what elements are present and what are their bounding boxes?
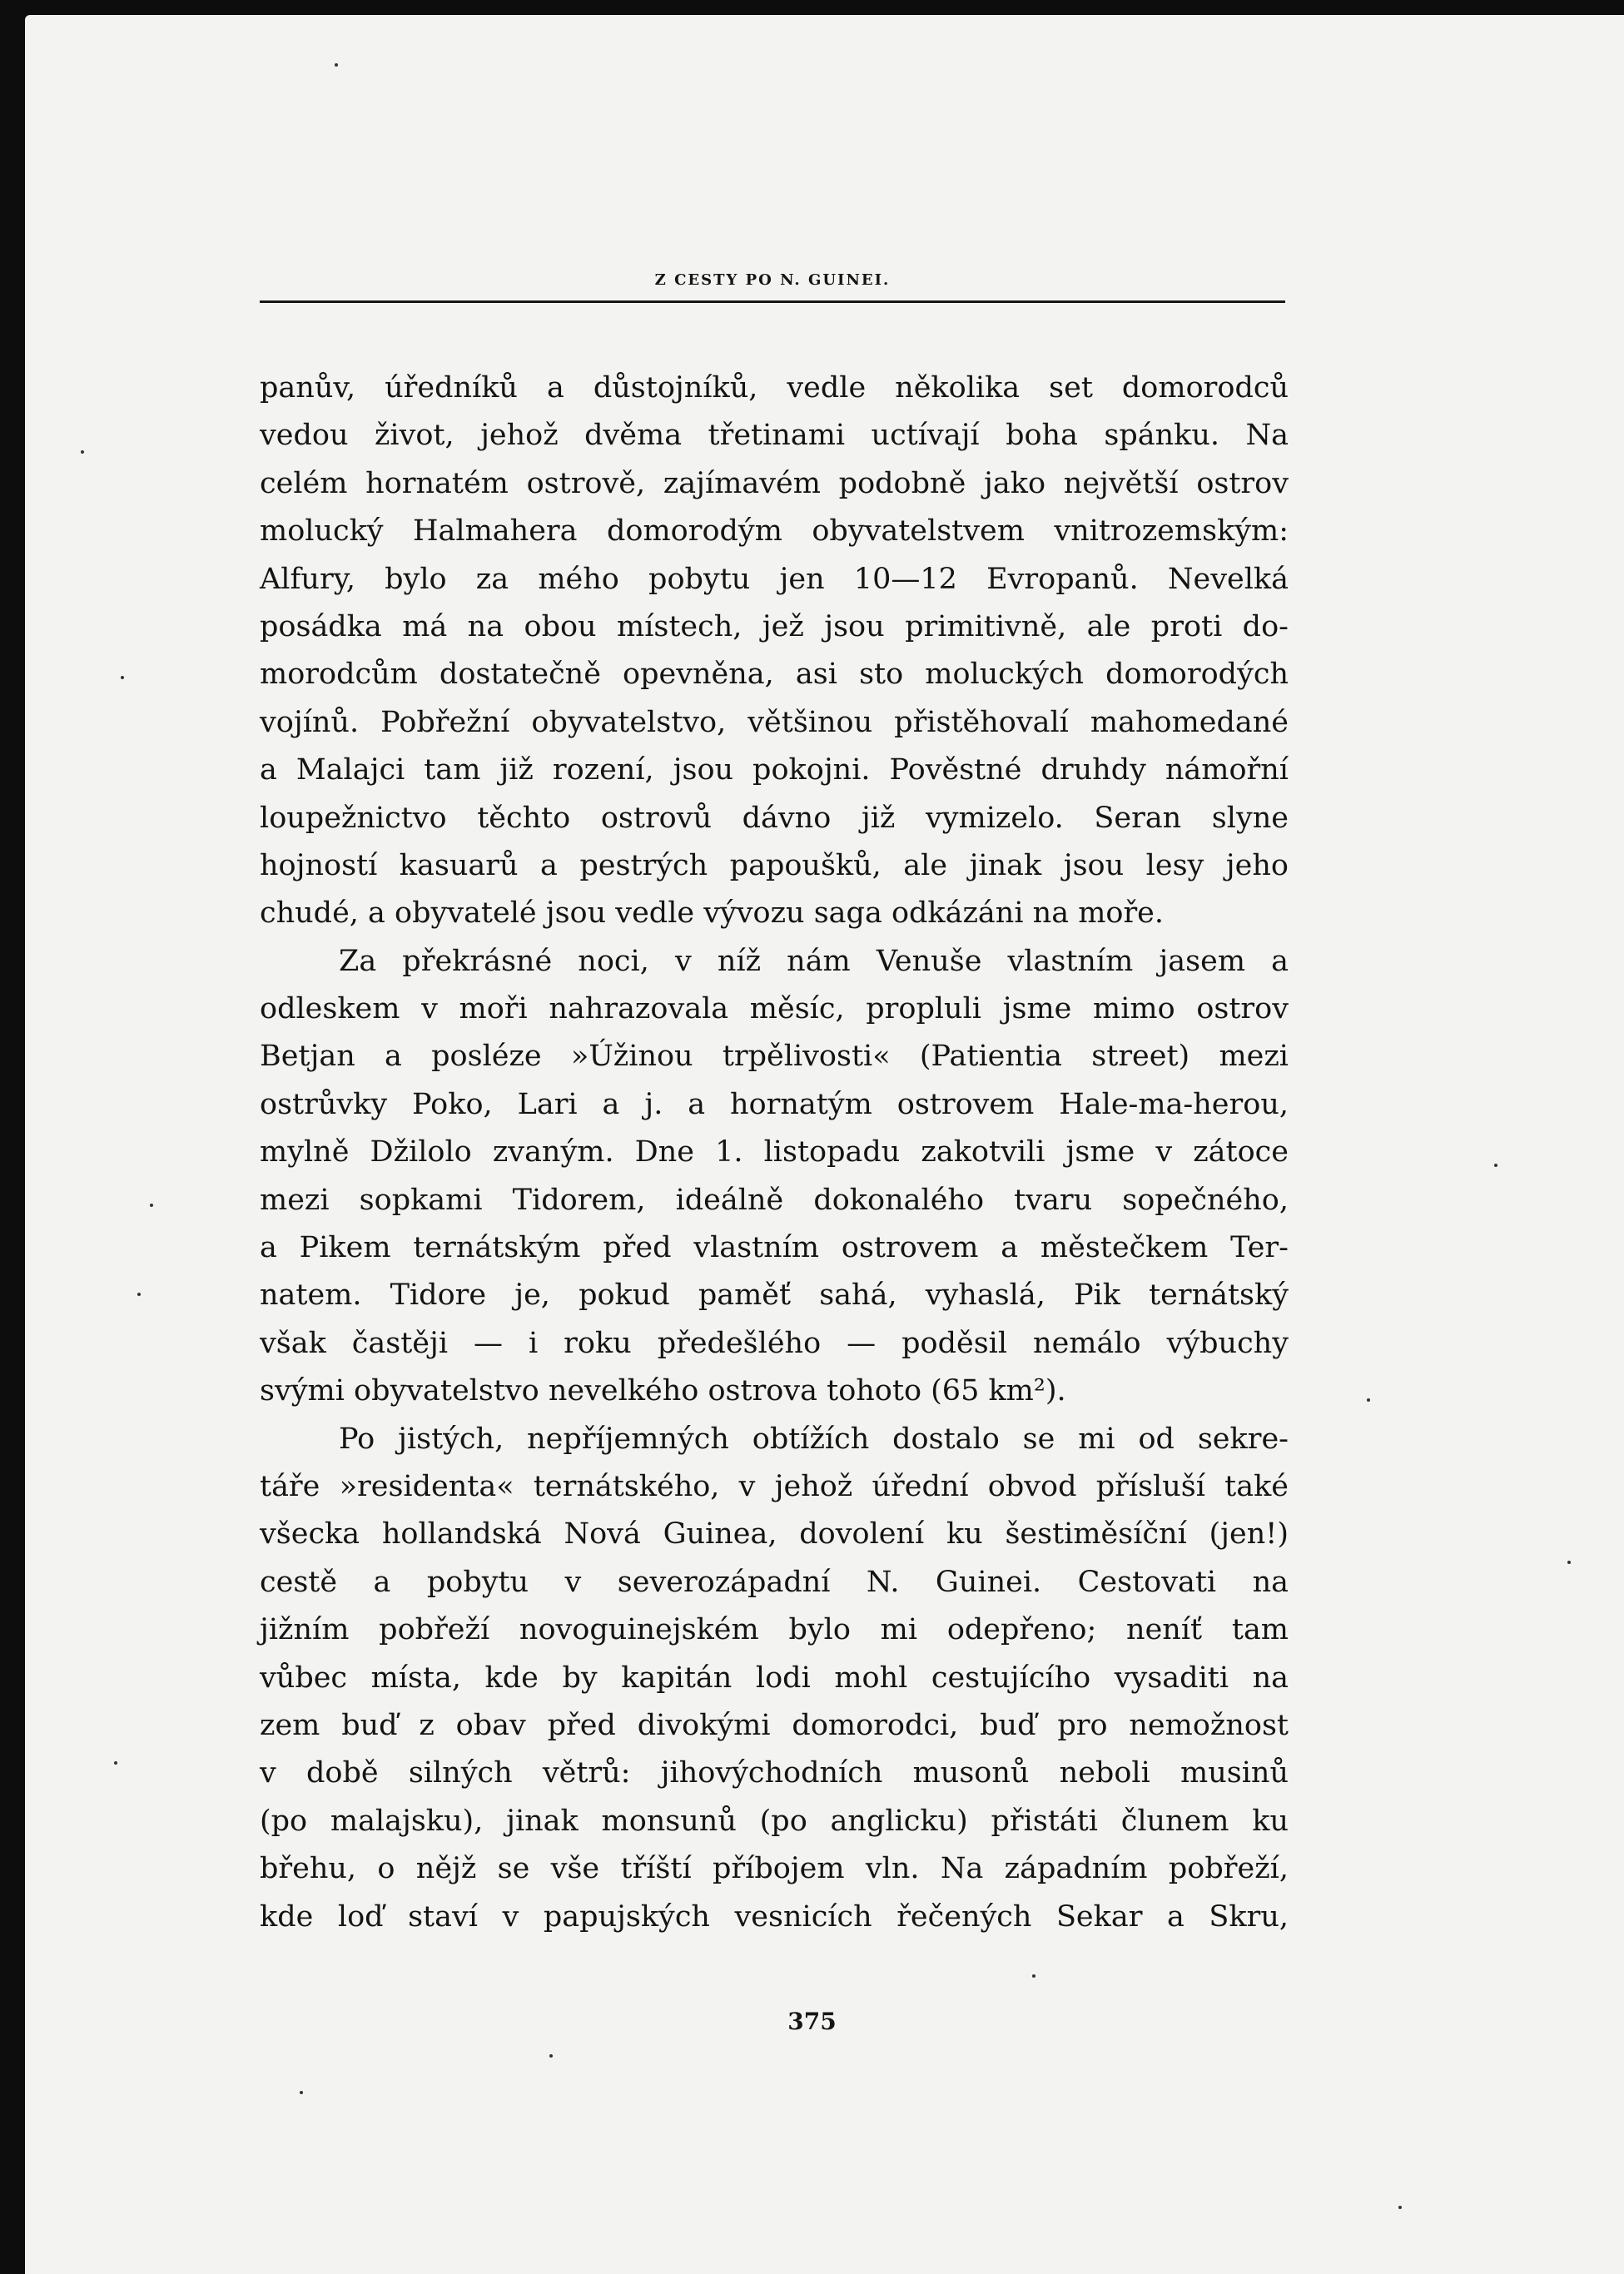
text-line: chudé, a obyvatelé jsou vedle vývozu saga odkázáni na moře.	[260, 896, 1165, 931]
text-line: zem buď z obav před divokými domorodci, buď pro nemožnost	[260, 1708, 1289, 1742]
scan-speck	[1032, 1974, 1035, 1978]
text-line: břehu, o nějž se vše tříští příbojem vln. Na západním pobřeží,	[260, 1852, 1289, 1886]
text-line: ostrůvky Poko, Lari a j. a hornatým ostrovem Hale-ma-herou,	[260, 1087, 1289, 1121]
scan-speck	[150, 1204, 153, 1207]
text-line: odleskem v moři nahrazovala měsíc, propluli jsme mimo ostrov	[260, 992, 1289, 1026]
text-line: Po jistých, nepříjemných obtížích dostalo se mi od sekre-	[339, 1422, 1289, 1456]
scan-speck	[300, 2091, 303, 2094]
text-line: hojností kasuarů a pestrých papoušků, ale jinak jsou lesy jeho	[260, 848, 1289, 882]
scan-speck	[114, 1761, 117, 1765]
text-line: vedou život, jehož dvěma třetinami uctívají boha spánku. Na	[260, 419, 1289, 453]
scan-speck	[549, 2054, 553, 2058]
text-line: a Pikem ternátským před vlastním ostrovem a městečkem Ter-	[260, 1231, 1289, 1265]
text-line: všecka hollandská Nová Guinea, dovolení ku šestiměsíční (jen!)	[260, 1517, 1289, 1552]
scan-speck	[335, 63, 338, 67]
scan-speck	[121, 676, 124, 679]
text-line: molucký Halmahera domorodým obyvatelstvem vnitrozemským:	[260, 514, 1289, 549]
text-line: kde loď staví v papujských vesnicích řečených Sekar a Skru,	[260, 1899, 1289, 1934]
scan-speck	[1567, 1561, 1571, 1564]
text-line: jižním pobřeží novoguinejském bylo mi odepřeno; neníť tam	[260, 1613, 1289, 1647]
text-line: celém hornatém ostrově, zajímavém podobně jako největší ostrov	[260, 466, 1289, 500]
scan-speck	[81, 450, 84, 454]
text-line: svými obyvatelstvo nevelkého ostrova tohoto (65 km²).	[260, 1374, 1066, 1408]
text-line: posádka má na obou místech, jež jsou primitivně, ale proti do-	[260, 609, 1289, 643]
scan-speck	[1367, 1398, 1370, 1402]
scan-speck	[1398, 2206, 1402, 2209]
text-line: panův, úředníků a důstojníků, vedle několika set domorodců	[260, 371, 1289, 405]
scan-speck	[1494, 1164, 1497, 1167]
text-line: a Malajci tam již rození, jsou pokojni. Pověstné druhdy námořní	[260, 753, 1289, 787]
body-text	[260, 365, 1289, 1941]
text-line: (po malajsku), jinak monsunů (po anglicku) přistáti člunem ku	[260, 1804, 1289, 1838]
text-line: loupežnictvo těchto ostrovů dávno již vymizelo. Seran slyne	[260, 801, 1289, 835]
running-header: Z CESTY PO N. GUINEI.	[654, 271, 891, 289]
text-line: Za překrásné noci, v níž nám Venuše vlastním jasem a	[339, 944, 1289, 978]
text-line: mylně Džilolo zvaným. Dne 1. listopadu zakotvili jsme v zátoce	[260, 1135, 1289, 1169]
text-line: vojínů. Pobřežní obyvatelstvo, většinou přistěhovalí mahomedané	[260, 705, 1289, 739]
scan-speck	[137, 1293, 141, 1296]
text-line: mezi sopkami Tidorem, ideálně dokonalého tvaru sopečného,	[260, 1183, 1289, 1217]
text-line: vůbec místa, kde by kapitán lodi mohl cestujícího vysaditi na	[260, 1661, 1289, 1695]
header-rule	[260, 300, 1285, 303]
text-line: morodcům dostatečně opevněna, asi sto moluckých domorodých	[260, 658, 1289, 692]
text-line: však častěji — i roku předešlého — poděsil nemálo výbuchy	[260, 1326, 1289, 1360]
text-line: cestě a pobytu v severozápadní N. Guinei. Cestovati na	[260, 1565, 1289, 1599]
text-line: Betjan a posléze »Úžinou trpělivosti« (Patientia street) mezi	[260, 1040, 1289, 1074]
page-number: 375	[787, 2008, 837, 2035]
text-line: natem. Tidore je, pokud paměť sahá, vyhaslá, Pik ternátský	[260, 1279, 1289, 1313]
text-line: v době silných větrů: jihovýchodních musonů neboli musinů	[260, 1756, 1289, 1790]
text-line: Alfury, bylo za mého pobytu jen 10—12 Evropanů. Nevelká	[260, 562, 1289, 596]
text-line: táře »residenta« ternátského, v jehož úřední obvod přísluší také	[260, 1469, 1289, 1503]
